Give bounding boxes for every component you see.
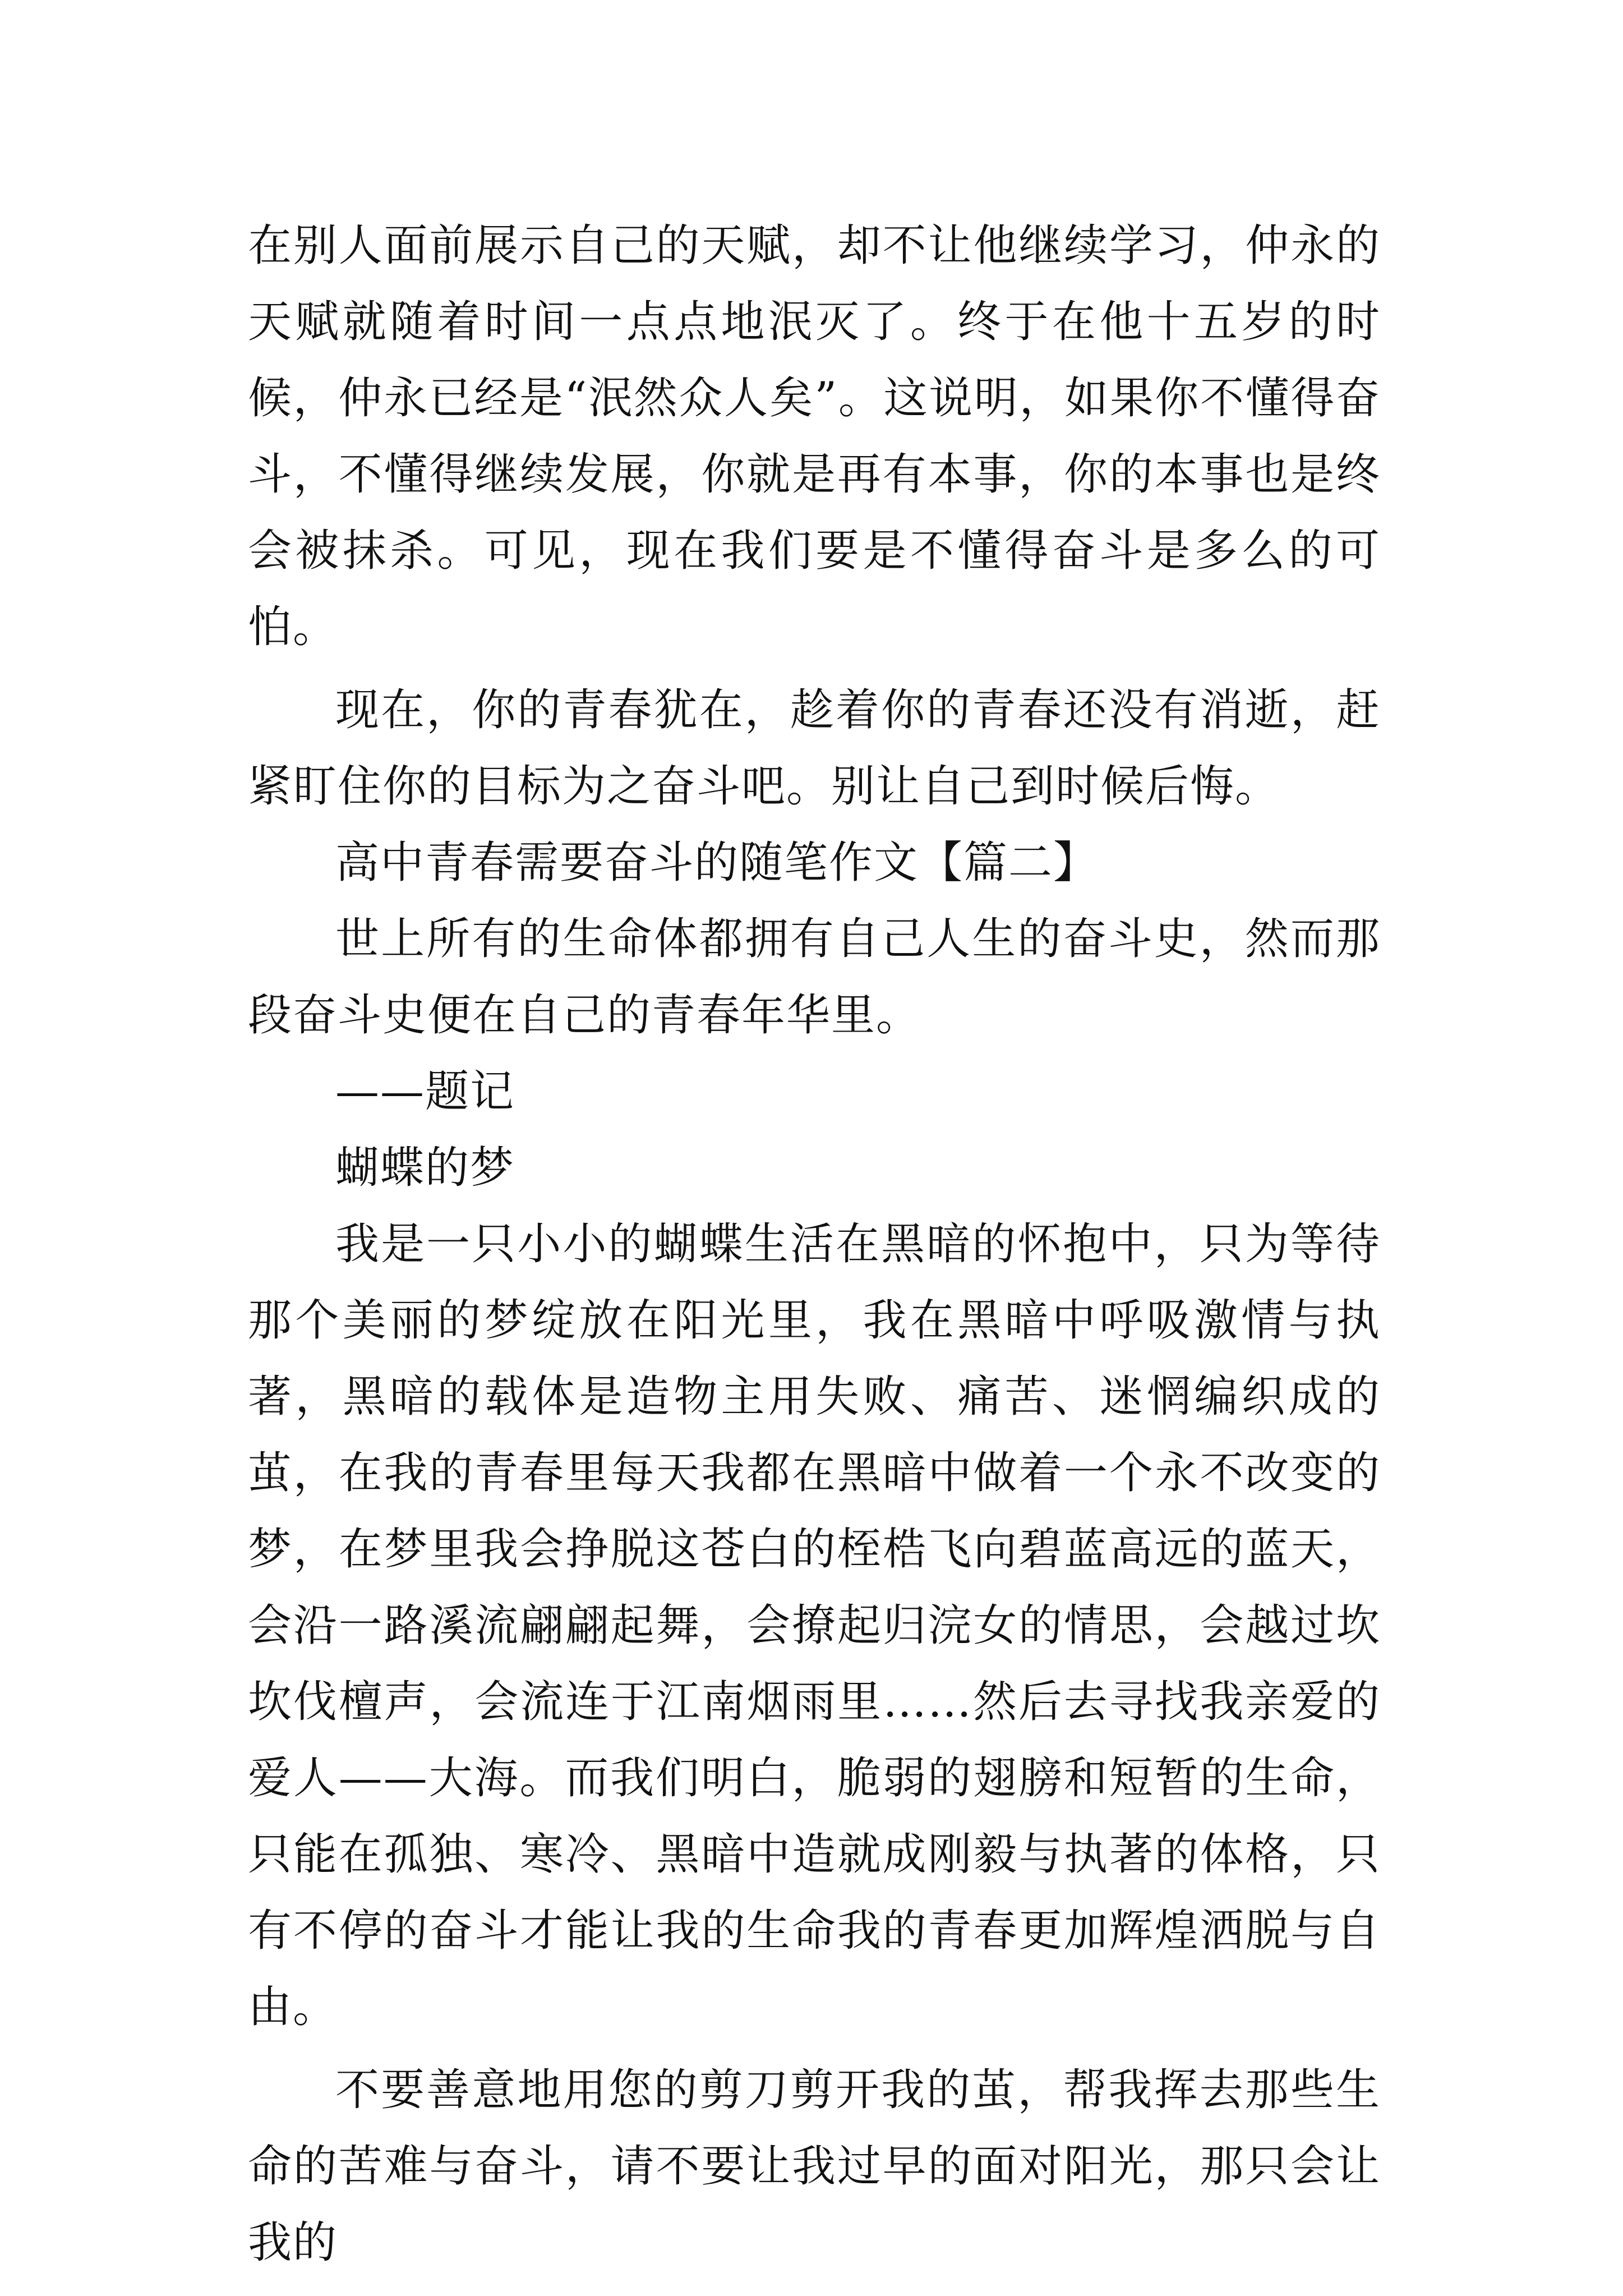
paragraph: 世上所有的生命体都拥有自己人生的奋斗史，然而那段奋斗史便在自己的青春年华里。 <box>248 914 1381 1041</box>
paragraph-continued: 在别人面前展示自己的天赋，却不让他继续学习，仲永的天赋就随着时间一点点地泯灭了。终于在他十五岁的时候，仲永已经是“泯然众人矣”。这说明，如果你不懂得奋斗，不懂得继续发展，你就是再有本事，你的本事也是终会被抹杀。可见，现在我们要是不懂得奋斗是多么的可怕。 <box>248 220 1381 652</box>
essay-title: 蝴蝶的梦 <box>335 1143 515 1193</box>
section-heading: 高中青春需要奋斗的随笔作文【篇二】 <box>335 838 1099 888</box>
paragraph: 不要善意地用您的剪刀剪开我的茧，帮我挥去那些生命的苦难与奋斗，请不要让我过早的面对阳光，那只会让我的 <box>248 2065 1381 2268</box>
paragraph: 我是一只小小的蝴蝶生活在黑暗的怀抱中，只为等待那个美丽的梦绽放在阳光里，我在黑暗中呼吸激情与执著，黑暗的载体是造物主用失败、痛苦、迷惘编织成的茧，在我的青春里每天我都在黑暗中做着一个永不改变的梦，在梦里我会挣脱这苍白的桎梏飞向碧蓝高远的蓝天，会沿一路溪流翩翩起舞，会撩起归浣女的情思，会越过坎坎伐檀声，会流连于江南烟雨里……然后去寻找我亲爱的爱人——大海。而我们明白，脆弱的翅膀和短暂的生命，只能在孤独、寒冷、黑暗中造就成刚毅与执著的体格，只有不停的奋斗才能让我的生命我的青春更加辉煌洒脱与自由。 <box>248 1219 1381 2032</box>
epigraph-attribution: ——题记 <box>335 1066 515 1117</box>
body-text <box>248 208 1381 2281</box>
paragraph: 现在，你的青春犹在，趁着你的青春还没有消逝，赶紧盯住你的目标为之奋斗吧。别让自己到时候后悔。 <box>248 685 1381 812</box>
